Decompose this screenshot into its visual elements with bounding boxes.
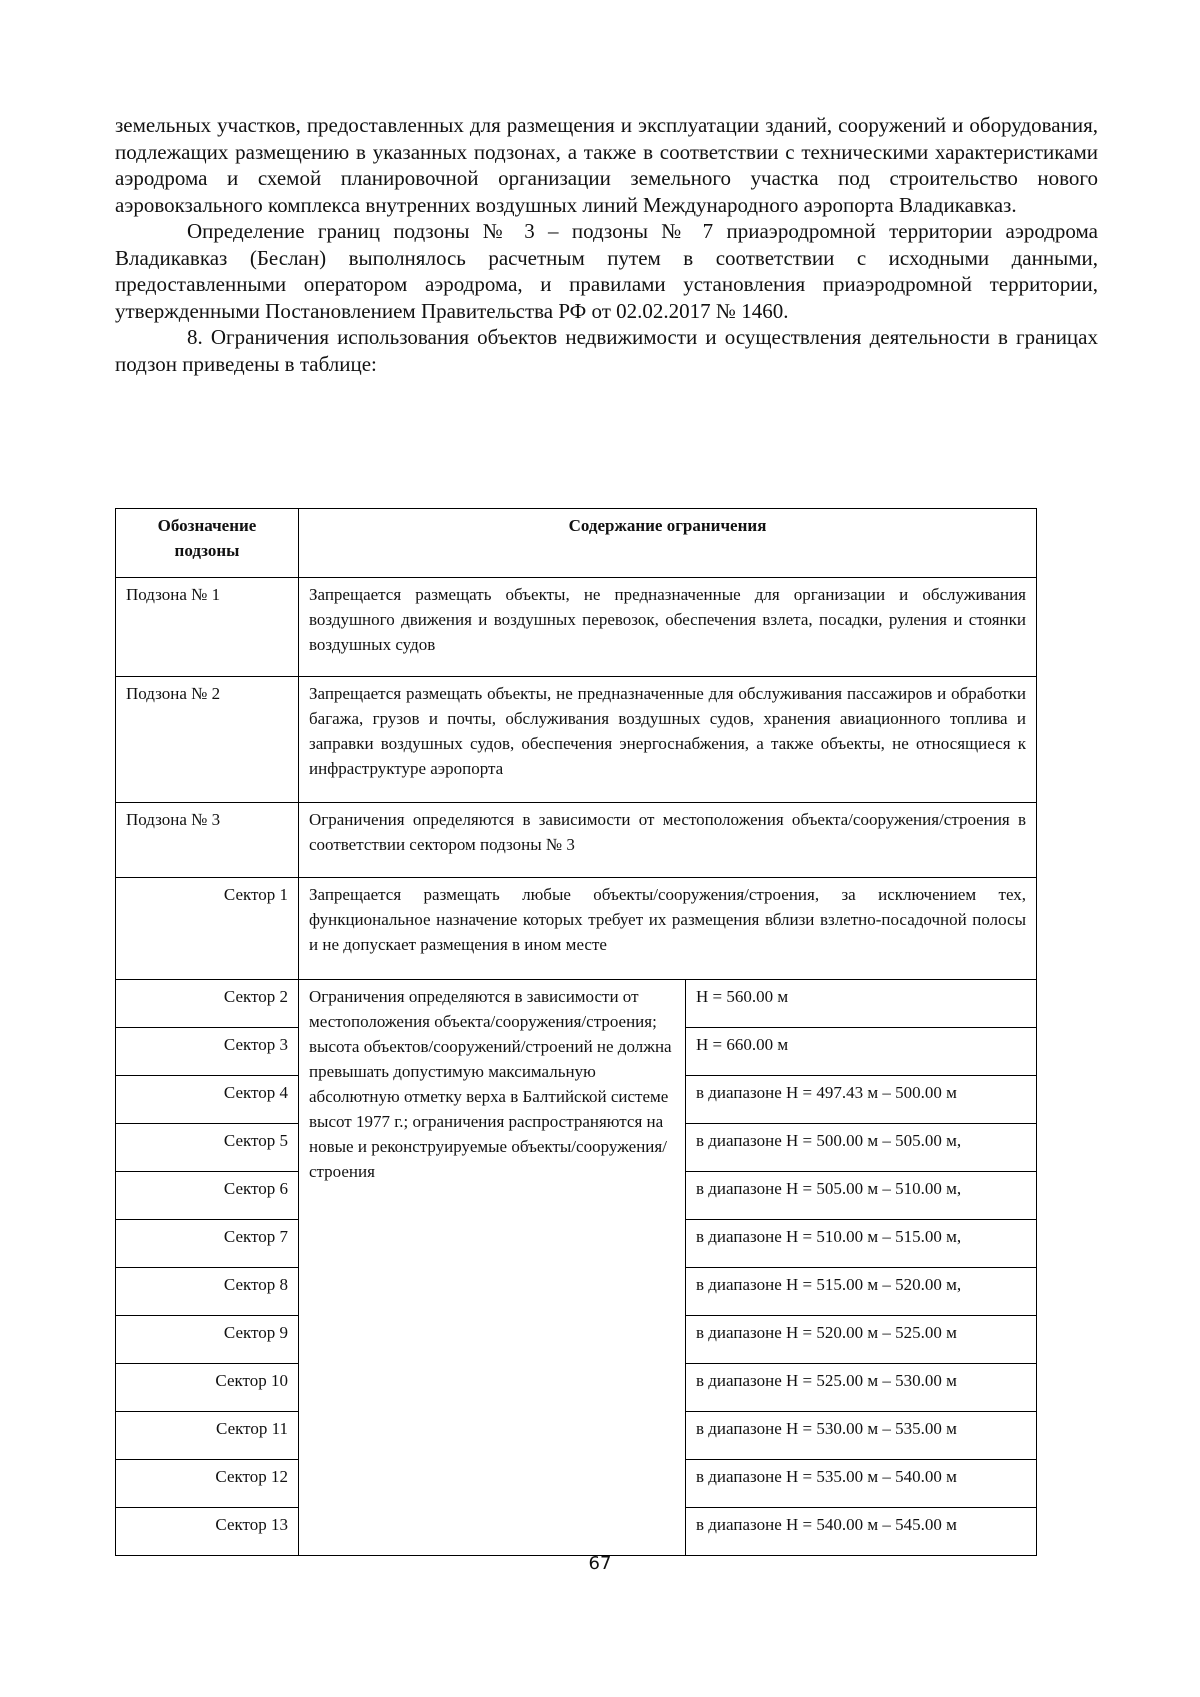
- sector-label: Сектор 3: [116, 1028, 299, 1076]
- body-text: [115, 112, 1098, 377]
- sector-label: Сектор 11: [116, 1412, 299, 1460]
- sector-value: в диапазоне H = 525.00 м – 530.00 м: [686, 1364, 1037, 1412]
- paragraph-boundaries: Определение границ подзоны № 3 – подзоны № 7 приаэродромной территории аэродрома Владикавказ (Беслан) выполнялось расчетным путем в соответствии с исходными данными, предоставленными оператором аэродрома, и правилами установления приаэродромной территории, утвержденными Постановлением Правительства РФ от 02.02.2017 № 1460.: [115, 219, 1098, 323]
- sector-value: H = 660.00 м: [686, 1028, 1037, 1076]
- restrictions-table: [115, 508, 1037, 1556]
- table-row: [116, 980, 1037, 1028]
- sector-value: в диапазоне H = 530.00 м – 535.00 м: [686, 1412, 1037, 1460]
- page-number: 67: [588, 1553, 612, 1574]
- sector-value: в диапазоне H = 497.43 м – 500.00 м: [686, 1076, 1037, 1124]
- table-row: [116, 803, 1037, 878]
- sector-value: в диапазоне H = 500.00 м – 505.00 м,: [686, 1124, 1037, 1172]
- sector-label: Сектор 2: [116, 980, 299, 1028]
- sector-value: в диапазоне H = 540.00 м – 545.00 м: [686, 1508, 1037, 1556]
- sector-label: Сектор 12: [116, 1460, 299, 1508]
- sector-value: в диапазоне H = 520.00 м – 525.00 м: [686, 1316, 1037, 1364]
- sector-label: Сектор 9: [116, 1316, 299, 1364]
- sector-label: Сектор 5: [116, 1124, 299, 1172]
- table-row: [116, 878, 1037, 980]
- sector-label: Сектор 8: [116, 1268, 299, 1316]
- zone-text: Ограничения определяются в зависимости от местоположения объекта/сооружения/строения в соответствии сектором подзоны № 3: [299, 803, 1037, 878]
- zone-label: Подзона № 1: [116, 578, 299, 677]
- sector-label: Сектор 13: [116, 1508, 299, 1556]
- paragraph-continuation: земельных участков, предоставленных для размещения и эксплуатации зданий, сооружений и оборудования, подлежащих размещению в указанных подзонах, а также в соответствии с техническими характеристиками аэродрома и схемой планировочной организации земельного участка под строительство нового аэровокзального комплекса внутренних воздушных линий Международного аэропорта Владикавказ.: [115, 113, 1098, 217]
- sector-label: Сектор 7: [116, 1220, 299, 1268]
- zone-label: Подзона № 3: [116, 803, 299, 878]
- sector-label: Сектор 4: [116, 1076, 299, 1124]
- zone-text: Запрещается размещать объекты, не предназначенные для организации и обслуживания воздушного движения и воздушных перевозок, обеспечения взлета, посадки, руления и стоянки воздушных судов: [299, 578, 1037, 677]
- table-row: [116, 677, 1037, 803]
- sector-restriction-text: Ограничения определяются в зависимости от местоположения объекта/сооружения/строения; высота объектов/сооружений/строений не должна превышать допустимую максимальную абсолютную отметку верха в Балтийской системе высот 1977 г.; ограничения распространяются на новые и реконструируемые объекты/сооружения/строения: [299, 980, 686, 1556]
- paragraph-restrictions-intro: 8. Ограничения использования объектов недвижимости и осуществления деятельности в границах подзон приведены в таблице:: [115, 325, 1098, 376]
- header-zone: Обозначение подзоны: [116, 509, 299, 578]
- sector-label: Сектор 6: [116, 1172, 299, 1220]
- table-row: [116, 578, 1037, 677]
- sector-value: H = 560.00 м: [686, 980, 1037, 1028]
- zone-label: Подзона № 2: [116, 677, 299, 803]
- zone-text: Запрещается размещать любые объекты/сооружения/строения, за исключением тех, функциональное назначение которых требует их размещения вблизи взлетно-посадочной полосы и не допускает размещения в ином месте: [299, 878, 1037, 980]
- sector-value: в диапазоне H = 505.00 м – 510.00 м,: [686, 1172, 1037, 1220]
- sector-value: в диапазоне H = 510.00 м – 515.00 м,: [686, 1220, 1037, 1268]
- sector-value: в диапазоне H = 515.00 м – 520.00 м,: [686, 1268, 1037, 1316]
- sector-label: Сектор 1: [116, 878, 299, 980]
- zone-text: Запрещается размещать объекты, не предназначенные для обслуживания пассажиров и обработки багажа, грузов и почты, обслуживания воздушных судов, хранения авиационного топлива и заправки воздушных судов, обеспечения энергоснабжения, а также объекты, не относящиеся к инфраструктуре аэропорта: [299, 677, 1037, 803]
- sector-value: в диапазоне H = 535.00 м – 540.00 м: [686, 1460, 1037, 1508]
- sector-label: Сектор 10: [116, 1364, 299, 1412]
- table-header-row: [116, 509, 1037, 578]
- header-restriction: Содержание ограничения: [299, 509, 1037, 578]
